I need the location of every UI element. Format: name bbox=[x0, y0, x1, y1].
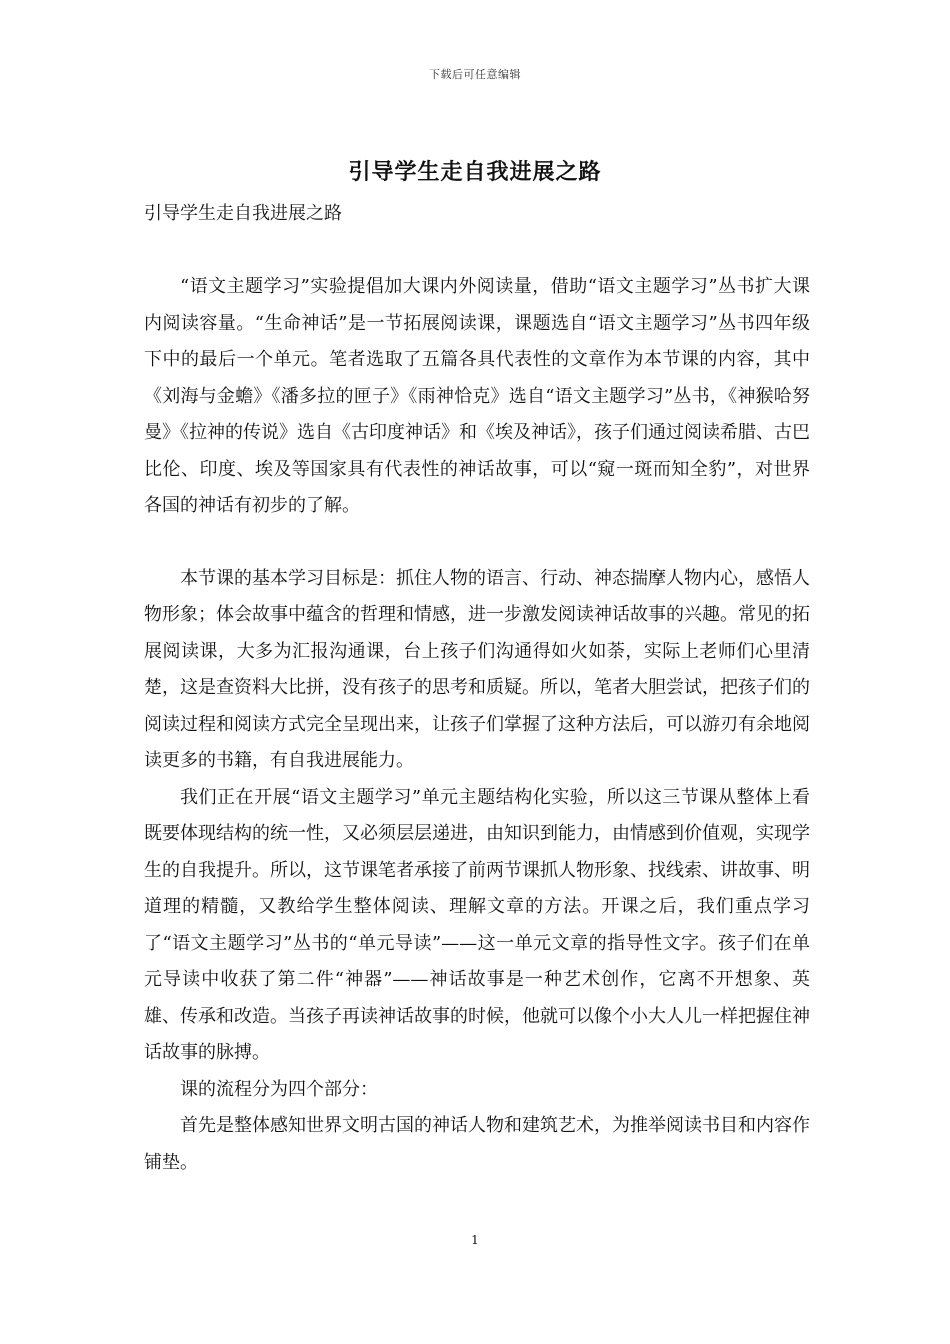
paragraph-spacer bbox=[144, 525, 810, 561]
document-subtitle: 引导学生走自我进展之路 bbox=[144, 203, 342, 224]
page-number: 1 bbox=[471, 1233, 479, 1247]
paragraph-4: 课的流程分为四个部分： bbox=[180, 1078, 378, 1100]
paragraph-2: 本节课的基本学习目标是：抓住人物的语言、行动、神态揣摩人物内心，感悟人物形象；体会故事中蕴含的哲理和情感，进一步激发阅读神话故事的兴趣。常见的拓展阅读课，大多为汇报沟通课，台上孩子们沟通得如火如荼，实际上老师们心里清楚，这是查资料大比拼，没有孩子的思考和质疑。所以，笔者大胆尝试，把孩子们的阅读过程和阅读方式完全呈现出来，让孩子们掌握了这种方法后，可以游刃有余地阅读更多的书籍，有自我进展能力。 bbox=[144, 567, 810, 771]
paragraph-5: 首先是整体感知世界文明古国的神话人物和建筑艺术，为推举阅读书目和内容作铺垫。 bbox=[144, 1115, 810, 1173]
header-note: 下载后可任意编辑 bbox=[429, 68, 521, 81]
paragraph-3: 我们正在开展“语文主题学习”单元主题结构化实验，所以这三节课从整体上看既要体现结构的统一性，又必须层层递进，由知识到能力，由情感到价值观，实现学生的自我提升。所以，这节课笔者承接了前两节课抓人物形象、找线索、讲故事、明道理的精髓，又教给学生整体阅读、理解文章的方法。开课之后，我们重点学习了“语文主题学习”丛书的“单元导读”——这一单元文章的指导性文字。孩子们在单元导读中收获了第二件“神器”——神话故事是一种艺术创作，它离不开想象、英雄、传承和改造。当孩子再读神话故事的时候，他就可以像个小大人儿一样把握住神话故事的脉搏。 bbox=[144, 786, 810, 1063]
document-title: 引导学生走自我进展之路 bbox=[348, 159, 602, 185]
paragraph-1: “语文主题学习”实验提倡加大课内外阅读量，借助“语文主题学习”丛书扩大课内阅读容量。“生命神话”是一节拓展阅读课，课题选自“语文主题学习”丛书四年级下中的最后一个单元。笔者选取了五篇各具代表性的文章作为本节课的内容，其中《刘海与金蟾》《潘多拉的匣子》《雨神恰克》选自“语文主题学习”丛书，《神猴哈努曼》《拉神的传说》选自《古印度神话》和《埃及神话》，孩子们通过阅读希腊、古巴比伦、印度、埃及等国家具有代表性的神话故事，可以“窥一斑而知全豹”，对世界各国的神话有初步的了解。 bbox=[144, 276, 810, 516]
document-body bbox=[144, 269, 810, 1181]
